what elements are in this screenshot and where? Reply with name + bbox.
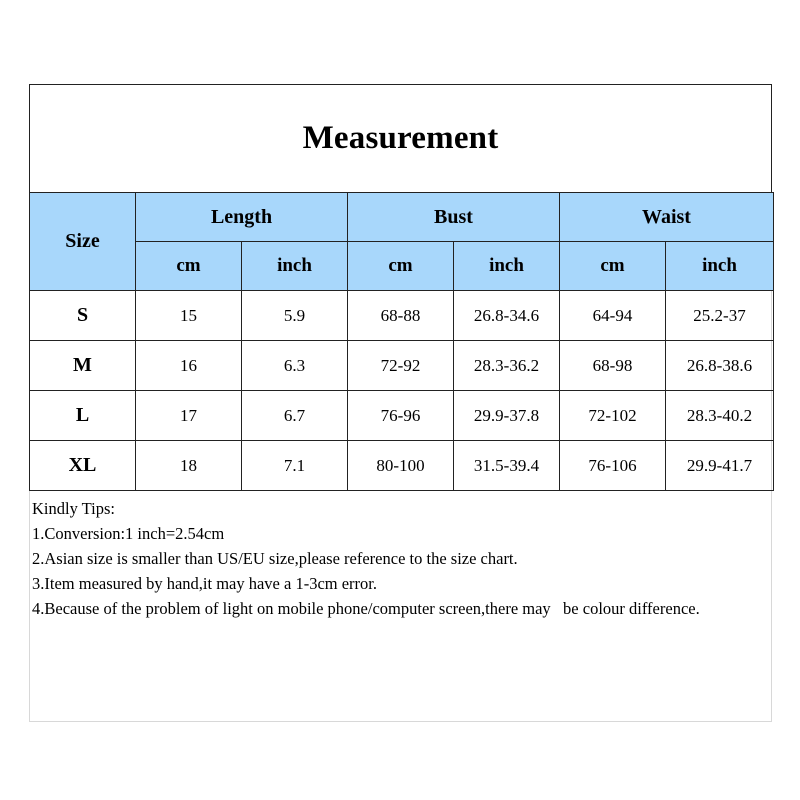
unit-header: cm	[560, 242, 666, 291]
table-cell: 76-106	[560, 441, 666, 491]
table-cell: 15	[136, 291, 242, 341]
size-label: S	[30, 291, 136, 341]
table-cell: 5.9	[242, 291, 348, 341]
size-label: XL	[30, 441, 136, 491]
size-header: Size	[30, 193, 136, 291]
unit-header: inch	[454, 242, 560, 291]
table-cell: 6.3	[242, 341, 348, 391]
size-table	[29, 192, 774, 491]
table-row	[30, 391, 774, 441]
size-label: L	[30, 391, 136, 441]
table-cell: 18	[136, 441, 242, 491]
table-cell: 68-88	[348, 291, 454, 341]
unit-header: inch	[666, 242, 774, 291]
table-cell: 64-94	[560, 291, 666, 341]
table-cell: 25.2-37	[666, 291, 774, 341]
tip-item: 2.Asian size is smaller than US/EU size,please reference to the size chart.	[32, 549, 518, 568]
table-cell: 72-92	[348, 341, 454, 391]
tips-section	[32, 496, 762, 621]
group-header-waist: Waist	[560, 193, 774, 242]
table-cell: 31.5-39.4	[454, 441, 560, 491]
table-cell: 68-98	[560, 341, 666, 391]
table-cell: 26.8-34.6	[454, 291, 560, 341]
table-cell: 28.3-40.2	[666, 391, 774, 441]
unit-row	[30, 242, 774, 291]
table-cell: 17	[136, 391, 242, 441]
chart-title: Measurement	[29, 84, 772, 192]
table-cell: 28.3-36.2	[454, 341, 560, 391]
table-cell: 26.8-38.6	[666, 341, 774, 391]
table-cell: 80-100	[348, 441, 454, 491]
table-cell: 7.1	[242, 441, 348, 491]
tip-item: 1.Conversion:1 inch=2.54cm	[32, 524, 225, 543]
table-cell: 29.9-37.8	[454, 391, 560, 441]
table-row	[30, 441, 774, 491]
unit-header: inch	[242, 242, 348, 291]
unit-header: cm	[136, 242, 242, 291]
table-row	[30, 291, 774, 341]
table-cell: 6.7	[242, 391, 348, 441]
size-label: M	[30, 341, 136, 391]
tip-item: 3.Item measured by hand,it may have a 1-3cm error.	[32, 574, 378, 593]
tip-item: 4.Because of the problem of light on mobile phone/computer screen,there may be colour difference.	[32, 599, 700, 618]
unit-header: cm	[348, 242, 454, 291]
table-cell: 72-102	[560, 391, 666, 441]
group-header-bust: Bust	[348, 193, 560, 242]
tips-heading: Kindly Tips:	[32, 499, 115, 518]
table-cell: 16	[136, 341, 242, 391]
table-cell: 76-96	[348, 391, 454, 441]
table-cell: 29.9-41.7	[666, 441, 774, 491]
header-row	[30, 193, 774, 242]
table-row	[30, 341, 774, 391]
group-header-length: Length	[136, 193, 348, 242]
